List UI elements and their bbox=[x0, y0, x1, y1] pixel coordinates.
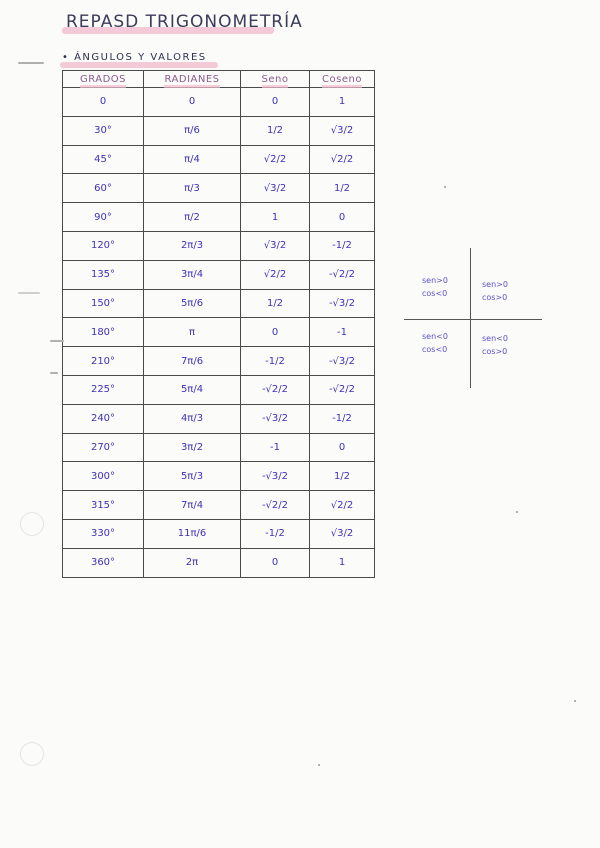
radianes-cell: 4π/3 bbox=[144, 404, 241, 433]
radianes-cell: π/2 bbox=[144, 203, 241, 232]
quadrant-4-signs: sen<0 cos>0 bbox=[482, 334, 508, 356]
table-header-row bbox=[63, 71, 375, 88]
table-row bbox=[63, 347, 375, 376]
grados-cell: 315° bbox=[63, 491, 144, 520]
radianes-cell: π bbox=[144, 318, 241, 347]
paper-speck bbox=[574, 700, 576, 702]
coseno-cell: √3/2 bbox=[310, 519, 375, 548]
seno-cell: 0 bbox=[241, 548, 310, 577]
grados-cell: 225° bbox=[63, 375, 144, 404]
radianes-cell: 2π bbox=[144, 548, 241, 577]
table-row bbox=[63, 462, 375, 491]
table-row bbox=[63, 116, 375, 145]
seno-cell: -√2/2 bbox=[241, 375, 310, 404]
binder-mark bbox=[18, 292, 40, 294]
section-subtitle: • ÁNGULOS Y VALORES bbox=[62, 52, 207, 63]
binder-mark bbox=[18, 62, 44, 64]
radianes-cell: 3π/2 bbox=[144, 433, 241, 462]
seno-cell: 1/2 bbox=[241, 289, 310, 318]
paper-speck bbox=[516, 511, 518, 513]
grados-cell: 30° bbox=[63, 116, 144, 145]
seno-cell: √3/2 bbox=[241, 231, 310, 260]
table-row bbox=[63, 174, 375, 203]
seno-cell: -1 bbox=[241, 433, 310, 462]
header-grados: GRADOS bbox=[63, 71, 144, 88]
radianes-cell: 7π/6 bbox=[144, 347, 241, 376]
table-row bbox=[63, 260, 375, 289]
coseno-cell: -1/2 bbox=[310, 404, 375, 433]
seno-cell: -√3/2 bbox=[241, 462, 310, 491]
radianes-cell: π/6 bbox=[144, 116, 241, 145]
quadrant-1-signs: sen>0 cos>0 bbox=[482, 280, 508, 302]
table-row bbox=[63, 289, 375, 318]
table-row bbox=[63, 203, 375, 232]
table-body bbox=[63, 88, 375, 578]
punch-hole bbox=[20, 512, 44, 536]
seno-cell: 0 bbox=[241, 88, 310, 117]
coseno-cell: 1 bbox=[310, 548, 375, 577]
radianes-cell: 7π/4 bbox=[144, 491, 241, 520]
coseno-cell: -√2/2 bbox=[310, 260, 375, 289]
coseno-cell: -√3/2 bbox=[310, 289, 375, 318]
coseno-cell: -1/2 bbox=[310, 231, 375, 260]
grados-cell: 0 bbox=[63, 88, 144, 117]
seno-cell: √2/2 bbox=[241, 260, 310, 289]
quadrant-2-signs: sen>0 cos<0 bbox=[422, 276, 448, 298]
coseno-cell: 1/2 bbox=[310, 174, 375, 203]
seno-cell: -1/2 bbox=[241, 347, 310, 376]
header-coseno: Coseno bbox=[310, 71, 375, 88]
coseno-cell: 0 bbox=[310, 203, 375, 232]
coseno-cell: -√3/2 bbox=[310, 347, 375, 376]
table-row bbox=[63, 318, 375, 347]
grados-cell: 150° bbox=[63, 289, 144, 318]
grados-cell: 360° bbox=[63, 548, 144, 577]
radianes-cell: 0 bbox=[144, 88, 241, 117]
paper-speck bbox=[318, 764, 320, 766]
seno-cell: √3/2 bbox=[241, 174, 310, 203]
grados-cell: 60° bbox=[63, 174, 144, 203]
radianes-cell: 5π/3 bbox=[144, 462, 241, 491]
seno-cell: 1/2 bbox=[241, 116, 310, 145]
radianes-cell: 11π/6 bbox=[144, 519, 241, 548]
binder-mark bbox=[50, 372, 58, 374]
radianes-cell: π/4 bbox=[144, 145, 241, 174]
table-row bbox=[63, 88, 375, 117]
header-radianes: RADIANES bbox=[144, 71, 241, 88]
coseno-cell: √3/2 bbox=[310, 116, 375, 145]
table-row bbox=[63, 491, 375, 520]
vertical-axis bbox=[470, 248, 471, 388]
header-seno: Seno bbox=[241, 71, 310, 88]
table-row bbox=[63, 433, 375, 462]
table-row bbox=[63, 548, 375, 577]
sign-quadrant-diagram bbox=[400, 248, 542, 390]
coseno-cell: √2/2 bbox=[310, 491, 375, 520]
trig-values-table bbox=[62, 70, 375, 578]
radianes-cell: π/3 bbox=[144, 174, 241, 203]
horizontal-axis bbox=[404, 319, 542, 320]
seno-cell: -√3/2 bbox=[241, 404, 310, 433]
coseno-cell: √2/2 bbox=[310, 145, 375, 174]
seno-cell: √2/2 bbox=[241, 145, 310, 174]
grados-cell: 300° bbox=[63, 462, 144, 491]
grados-cell: 210° bbox=[63, 347, 144, 376]
seno-cell: -√2/2 bbox=[241, 491, 310, 520]
coseno-cell: -1 bbox=[310, 318, 375, 347]
coseno-cell: 1/2 bbox=[310, 462, 375, 491]
grados-cell: 45° bbox=[63, 145, 144, 174]
table-row bbox=[63, 519, 375, 548]
table-row bbox=[63, 375, 375, 404]
radianes-cell: 5π/6 bbox=[144, 289, 241, 318]
seno-cell: 1 bbox=[241, 203, 310, 232]
table-row bbox=[63, 145, 375, 174]
binder-mark bbox=[50, 340, 64, 342]
grados-cell: 90° bbox=[63, 203, 144, 232]
radianes-cell: 3π/4 bbox=[144, 260, 241, 289]
coseno-cell: -√2/2 bbox=[310, 375, 375, 404]
page-title: REPASD TRIGONOMETRÍA bbox=[66, 12, 303, 32]
seno-cell: 0 bbox=[241, 318, 310, 347]
radianes-cell: 5π/4 bbox=[144, 375, 241, 404]
seno-cell: -1/2 bbox=[241, 519, 310, 548]
grados-cell: 240° bbox=[63, 404, 144, 433]
grados-cell: 180° bbox=[63, 318, 144, 347]
punch-hole bbox=[20, 742, 44, 766]
coseno-cell: 1 bbox=[310, 88, 375, 117]
grados-cell: 270° bbox=[63, 433, 144, 462]
coseno-cell: 0 bbox=[310, 433, 375, 462]
grados-cell: 135° bbox=[63, 260, 144, 289]
table-row bbox=[63, 404, 375, 433]
grados-cell: 120° bbox=[63, 231, 144, 260]
paper-speck bbox=[444, 186, 446, 188]
grados-cell: 330° bbox=[63, 519, 144, 548]
table-row bbox=[63, 231, 375, 260]
radianes-cell: 2π/3 bbox=[144, 231, 241, 260]
quadrant-3-signs: sen<0 cos<0 bbox=[422, 332, 448, 354]
